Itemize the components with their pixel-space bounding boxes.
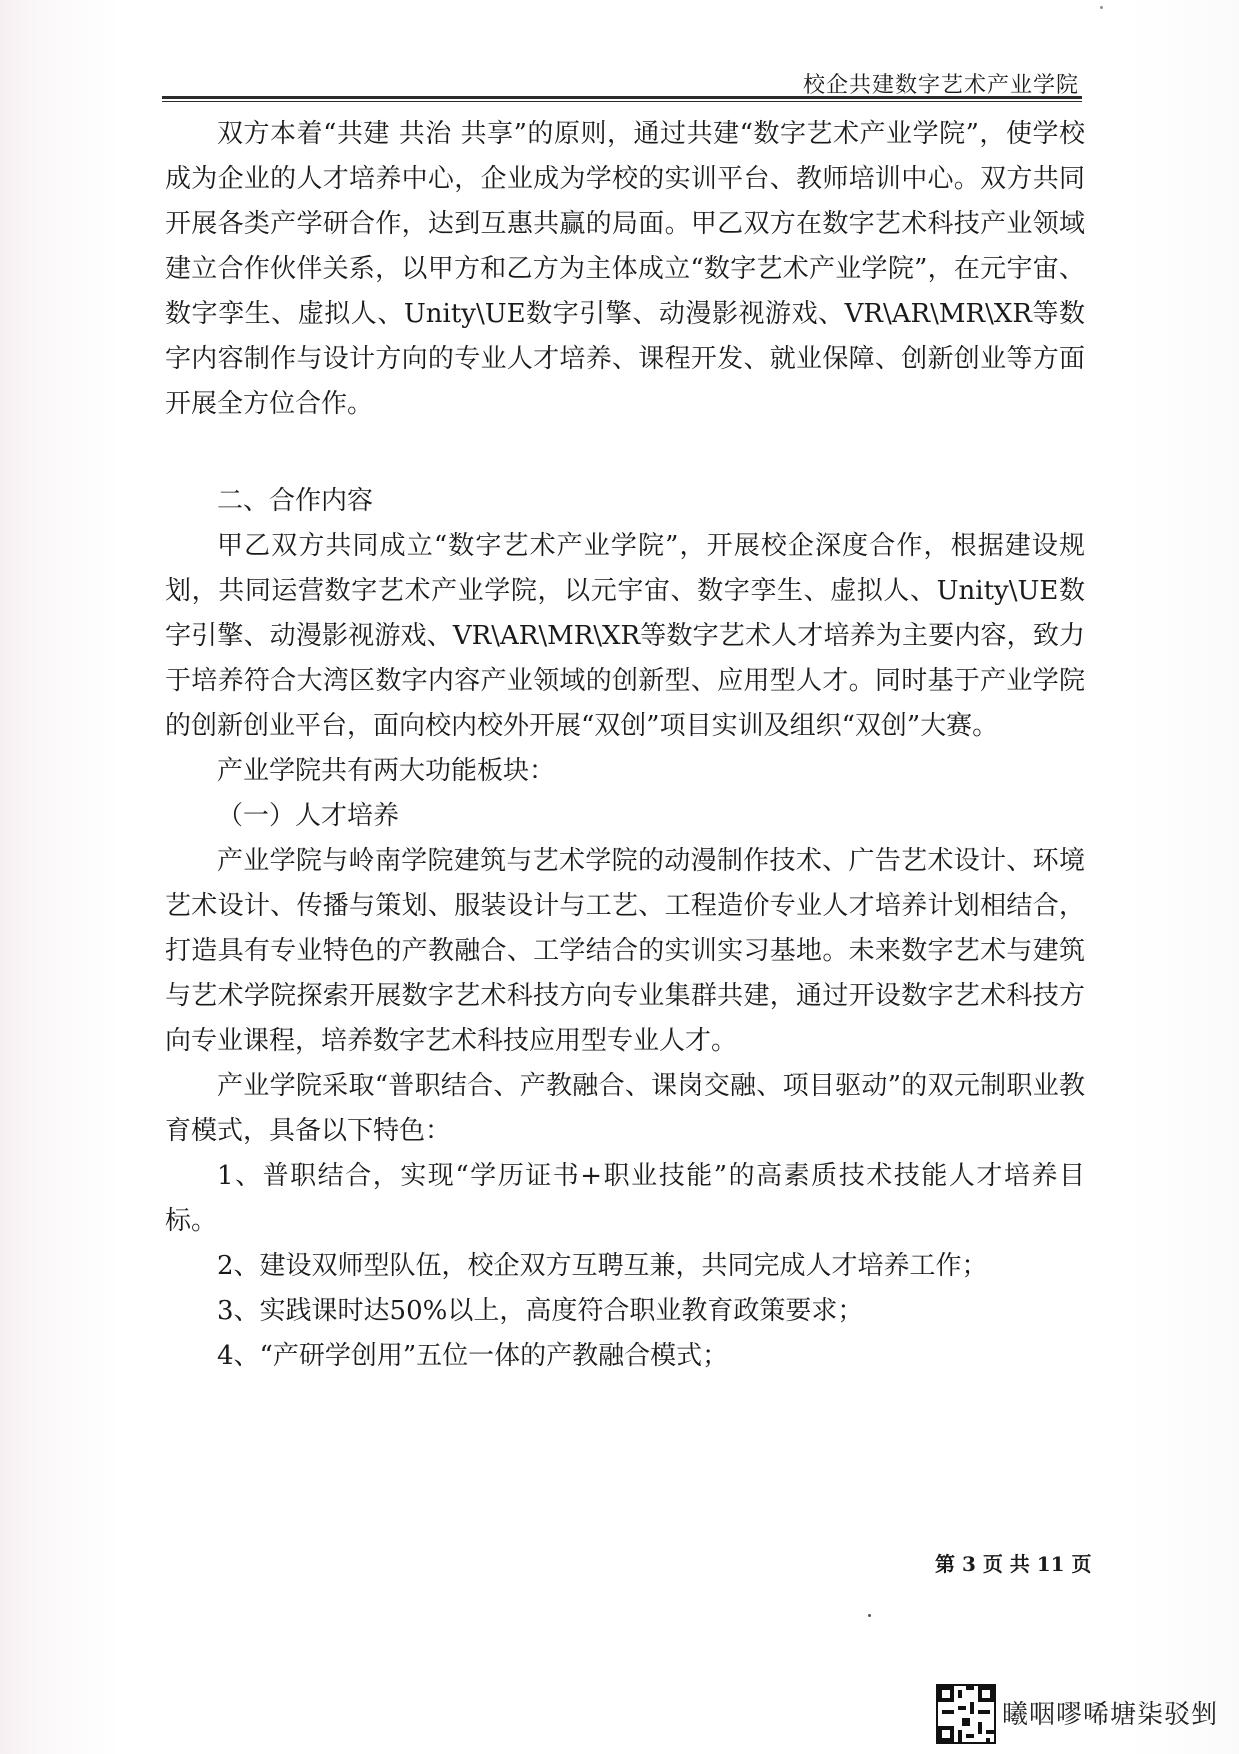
education-model-paragraph: 产业学院采取“普职结合、产教融合、课岗交融、项目驱动”的双元制职业教育模式，具备以下特色： bbox=[165, 1071, 1085, 1146]
function-modules-paragraph: 产业学院共有两大功能板块： bbox=[217, 756, 556, 786]
list-item-1: 1、普职结合，实现“学历证书+职业技能”的高素质技术技能人才培养目标。 bbox=[165, 1161, 1085, 1236]
cooperation-paragraph: 甲乙双方共同成立“数字艺术产业学院”，开展校企深度合作，根据建设规划，共同运营数字艺术产业学院，以元宇宙、数字孪生、虚拟人、Unity\UE数字引擎、动漫影视游戏、VR\AR\MR\XR等数字艺术人才培养为主要内容，致力于培养符合大湾区数字内容产业领域的创新型、应用型人才。同时基于产业学院的创新创业平台，面向校内校外开展“双创”项目实训及组织“双创”大赛。 bbox=[165, 531, 1085, 741]
scan-speck bbox=[868, 1614, 871, 1617]
list-item-3: 3、实践课时达50%以上，高度符合职业教育政策要求； bbox=[217, 1296, 864, 1326]
page-header-title: 校企共建数字艺术产业学院 bbox=[802, 73, 1079, 98]
scan-speck bbox=[1100, 6, 1103, 9]
page-number: 第 3 页 共 11 页 bbox=[935, 1552, 1092, 1576]
header-rule-thick bbox=[162, 96, 1082, 99]
header-rule-thin bbox=[162, 101, 1082, 102]
list-item-4: 4、“产研学创用”五位一体的产教融合模式； bbox=[217, 1341, 729, 1371]
document-body bbox=[165, 112, 1085, 1379]
list-item-2: 2、建设双师型队伍，校企双方互聘互兼，共同完成人才培养工作； bbox=[217, 1251, 988, 1281]
talent-training-paragraph: 产业学院与岭南学院建筑与艺术学院的动漫制作技术、广告艺术设计、环境艺术设计、传播与策划、服装设计与工艺、工程造价专业人才培养计划相结合，打造具有专业特色的产教融合、工学结合的实训实习基地。未来数字艺术与建筑与艺术学院探索开展数字艺术科技方向专业集群共建，通过开设数字艺术科技方向专业课程，培养数字艺术科技应用型专业人才。 bbox=[165, 846, 1085, 1056]
section-heading-cooperation-content: 二、合作内容 bbox=[217, 486, 374, 516]
watermark-text: 曦咽嘐唏塘柒驳剉 bbox=[1002, 1700, 1219, 1730]
intro-paragraph: 双方本着“共建 共治 共享”的原则，通过共建“数字艺术产业学院”，使学校成为企业的人才培养中心，企业成为学校的实训平台、教师培训中心。双方共同开展各类产学研合作，达到互惠共赢的局面。甲乙双方在数字艺术科技产业领域建立合作伙伴关系，以甲方和乙方为主体成立“数字艺术产业学院”，在元宇宙、数字孪生、虚拟人、Unity\UE数字引擎、动漫影视游戏、VR\AR\MR\XR等数字内容制作与设计方向的专业人才培养、课程开发、就业保障、创新创业等方面开展全方位合作。 bbox=[165, 119, 1085, 419]
subheading-talent-training: （一）人才培养 bbox=[217, 801, 400, 831]
qr-code-icon bbox=[936, 1684, 996, 1744]
